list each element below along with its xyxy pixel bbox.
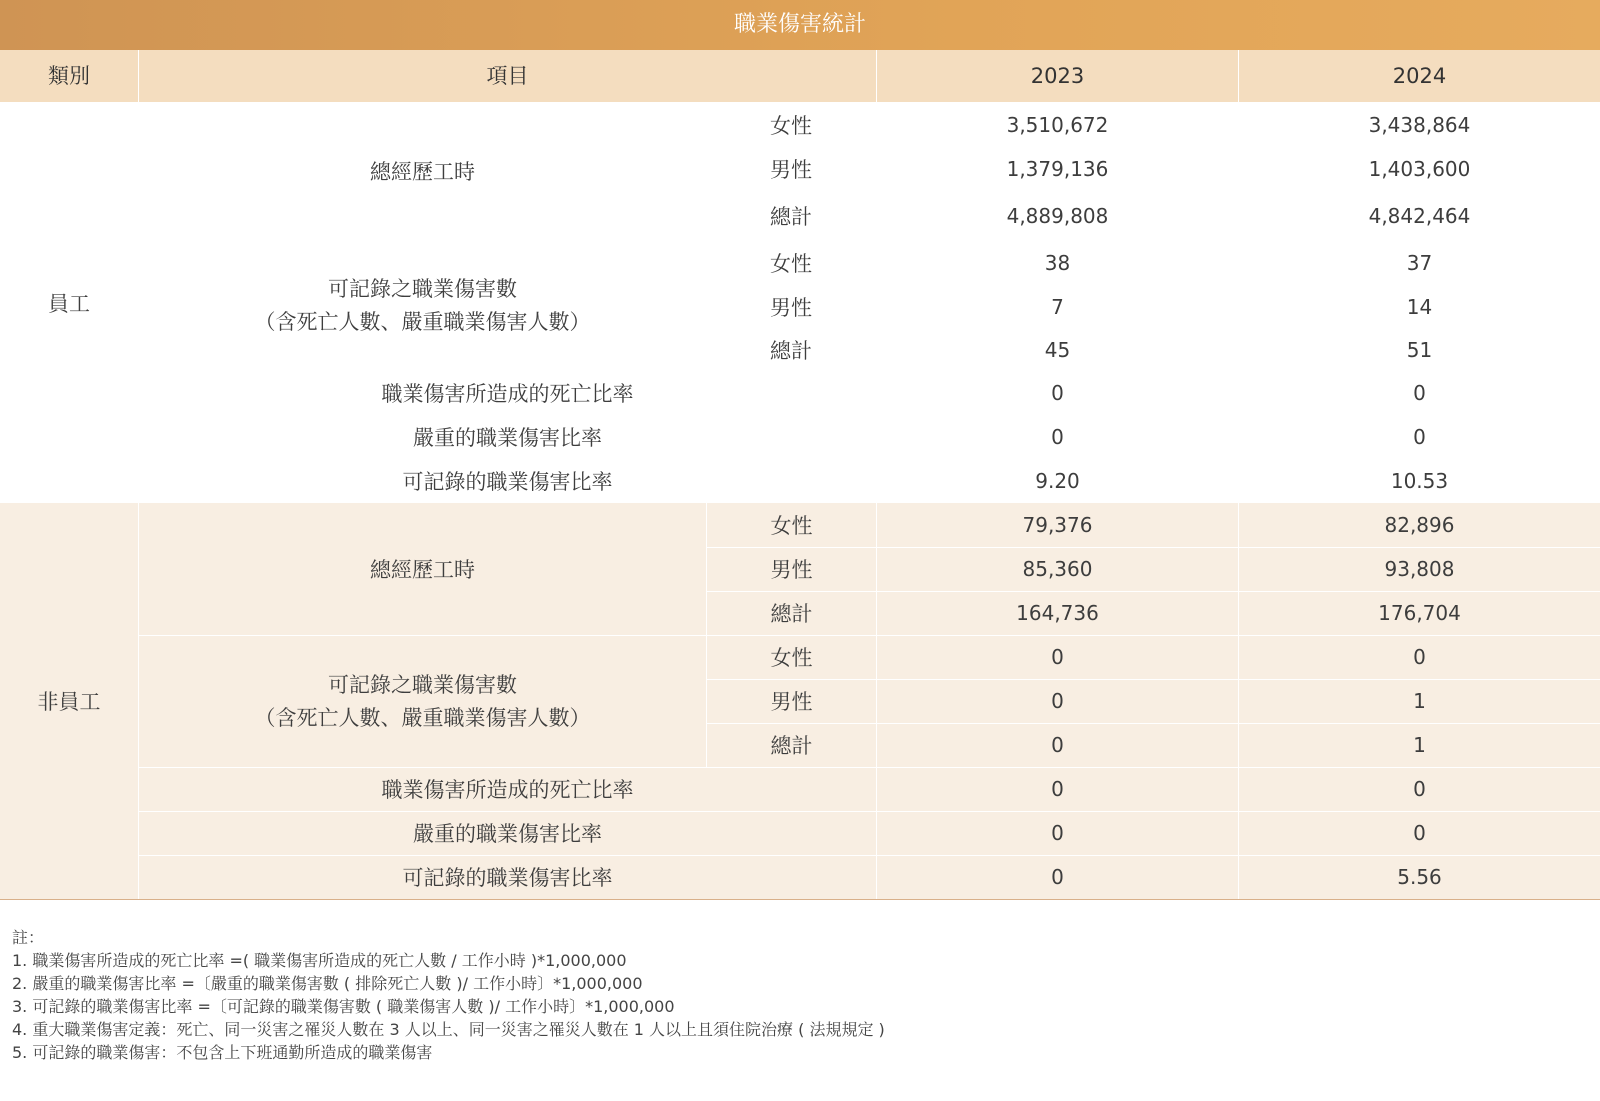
footnotes-heading: 註：	[12, 928, 45, 947]
employees-injuries-total-label: 總計	[770, 338, 812, 363]
footnotes	[12, 926, 885, 1064]
category-employees: 員工	[48, 291, 90, 316]
category-non-employees: 非員工	[37, 690, 101, 714]
footnote-item: 4. 重大職業傷害定義：死亡、同一災害之罹災人數在 3 人以上、同一災害之罹災人數在 1 人以上且須住院治療 ( 法規規定 )	[12, 1020, 885, 1039]
employees-recordable-rate-2024: 10.53	[1390, 469, 1449, 493]
header-year-2024: 2024	[1239, 50, 1600, 102]
employees-hours-male-2023: 1,379,136	[1006, 157, 1109, 181]
employees-recordable-rate-label: 可記錄的職業傷害比率	[402, 470, 613, 494]
employees-hours-female-2024: 3,438,864	[1368, 112, 1471, 137]
employees-injuries-male-2024: 14	[1406, 294, 1433, 319]
table-bottom-border	[0, 899, 1600, 900]
employees-severe-rate-2024: 0	[1413, 425, 1426, 449]
non-employees-recordable-rate-label: 可記錄的職業傷害比率	[402, 866, 613, 890]
non-employees-severe-rate-2024: 0	[1413, 821, 1426, 845]
non-employees-injuries-male-2023: 0	[1051, 689, 1064, 713]
employees-hours-male-2024: 1,403,600	[1368, 157, 1471, 181]
non-employees-recordable-rate-2024: 5.56	[1397, 865, 1442, 889]
employees-injuries-male-2023: 7	[1051, 294, 1064, 319]
non-employees-injuries-total-2023: 0	[1051, 733, 1064, 757]
employees-hours-female-label: 女性	[770, 113, 812, 138]
employees-injuries-male-label: 男性	[770, 295, 812, 320]
employees-hours-female-2023: 3,510,672	[1006, 112, 1109, 137]
footnote-item: 3. 可記錄的職業傷害比率 =〔可記錄的職業傷害數 ( 職業傷害人數 )/ 工作小時〕*1,000,000	[12, 997, 675, 1016]
footnote-item: 2. 嚴重的職業傷害比率 =〔嚴重的職業傷害數 ( 排除死亡人數 )/ 工作小時〕*1,000,000	[12, 974, 643, 993]
employees-injuries-total-2024: 51	[1406, 337, 1433, 362]
employees-section	[0, 102, 1600, 503]
header-category: 類別	[0, 50, 139, 102]
employees-hours-male-label: 男性	[770, 158, 812, 182]
employees-fatality-rate-2024: 0	[1413, 381, 1426, 405]
non-employees-hours-total-2023: 164,736	[1016, 601, 1099, 625]
non-employees-hours-female-2024: 82,896	[1384, 513, 1455, 537]
non-employees-injuries-label-line2: （含死亡人數、嚴重職業傷害人數）	[254, 705, 591, 730]
employees-injuries-female-2024: 37	[1406, 250, 1433, 275]
non-employees-hours-total-label: 總計	[770, 602, 813, 626]
non-employees-hours-male-label: 男性	[770, 558, 813, 582]
employees-hours-total-2024: 4,842,464	[1368, 203, 1471, 228]
employees-severe-rate-2023: 0	[1051, 425, 1064, 449]
employees-injuries-label-line1: 可記錄之職業傷害數	[328, 276, 517, 301]
non-employees-severe-rate-2023: 0	[1051, 821, 1064, 845]
table-title: 職業傷害統計	[0, 0, 1600, 50]
employees-fatality-rate-label: 職業傷害所造成的死亡比率	[381, 382, 634, 406]
non-employees-injuries-female-label: 女性	[770, 646, 813, 670]
employees-hours-total-2023: 4,889,808	[1006, 203, 1109, 228]
employees-injuries-female-2023: 38	[1044, 250, 1071, 275]
employees-recordable-rate-2023: 9.20	[1035, 469, 1080, 493]
footnote-item: 5. 可記錄的職業傷害：不包含上下班通勤所造成的職業傷害	[12, 1043, 433, 1062]
non-employees-injuries-male-label: 男性	[770, 690, 813, 714]
non-employees-recordable-rate-2023: 0	[1051, 865, 1064, 889]
non-employees-hours-female-label: 女性	[770, 514, 813, 538]
non-employees-injuries-total-label: 總計	[770, 734, 813, 758]
non-employees-injuries-total-2024: 1	[1413, 733, 1426, 757]
footnote-item: 1. 職業傷害所造成的死亡比率 =( 職業傷害所造成的死亡人數 / 工作小時 )*1,000,000	[12, 951, 627, 970]
non-employees-hours-total-2024: 176,704	[1378, 601, 1461, 625]
table-header-row	[0, 50, 1600, 102]
employees-severe-rate-label: 嚴重的職業傷害比率	[413, 426, 602, 450]
employees-injuries-label	[139, 240, 706, 371]
non-employees-hours-female-2023: 79,376	[1022, 513, 1093, 537]
non-employees-injuries-label	[139, 636, 706, 767]
non-employees-hours-label: 總經歷工時	[370, 558, 475, 582]
employees-injuries-total-2023: 45	[1044, 337, 1071, 362]
non-employees-injuries-female-2024: 0	[1413, 645, 1426, 669]
non-employees-injuries-label-line1: 可記錄之職業傷害數	[328, 672, 517, 697]
non-employees-injuries-female-2023: 0	[1051, 645, 1064, 669]
non-employees-hours-male-2023: 85,360	[1022, 557, 1093, 581]
employees-injuries-label-line2: （含死亡人數、嚴重職業傷害人數）	[254, 309, 591, 334]
header-year-2023: 2023	[877, 50, 1239, 102]
employees-hours-label: 總經歷工時	[370, 160, 475, 184]
non-employees-fatality-rate-2024: 0	[1413, 777, 1426, 801]
non-employees-fatality-rate-label: 職業傷害所造成的死亡比率	[381, 778, 634, 802]
non-employees-fatality-rate-2023: 0	[1051, 777, 1064, 801]
non-employees-severe-rate-label: 嚴重的職業傷害比率	[413, 822, 602, 846]
non-employees-injuries-male-2024: 1	[1413, 689, 1426, 713]
employees-fatality-rate-2023: 0	[1051, 381, 1064, 405]
non-employees-section	[0, 503, 1600, 899]
header-item: 項目	[139, 50, 877, 102]
employees-hours-total-label: 總計	[770, 204, 812, 229]
employees-injuries-female-label: 女性	[770, 251, 812, 276]
non-employees-hours-male-2024: 93,808	[1384, 557, 1455, 581]
